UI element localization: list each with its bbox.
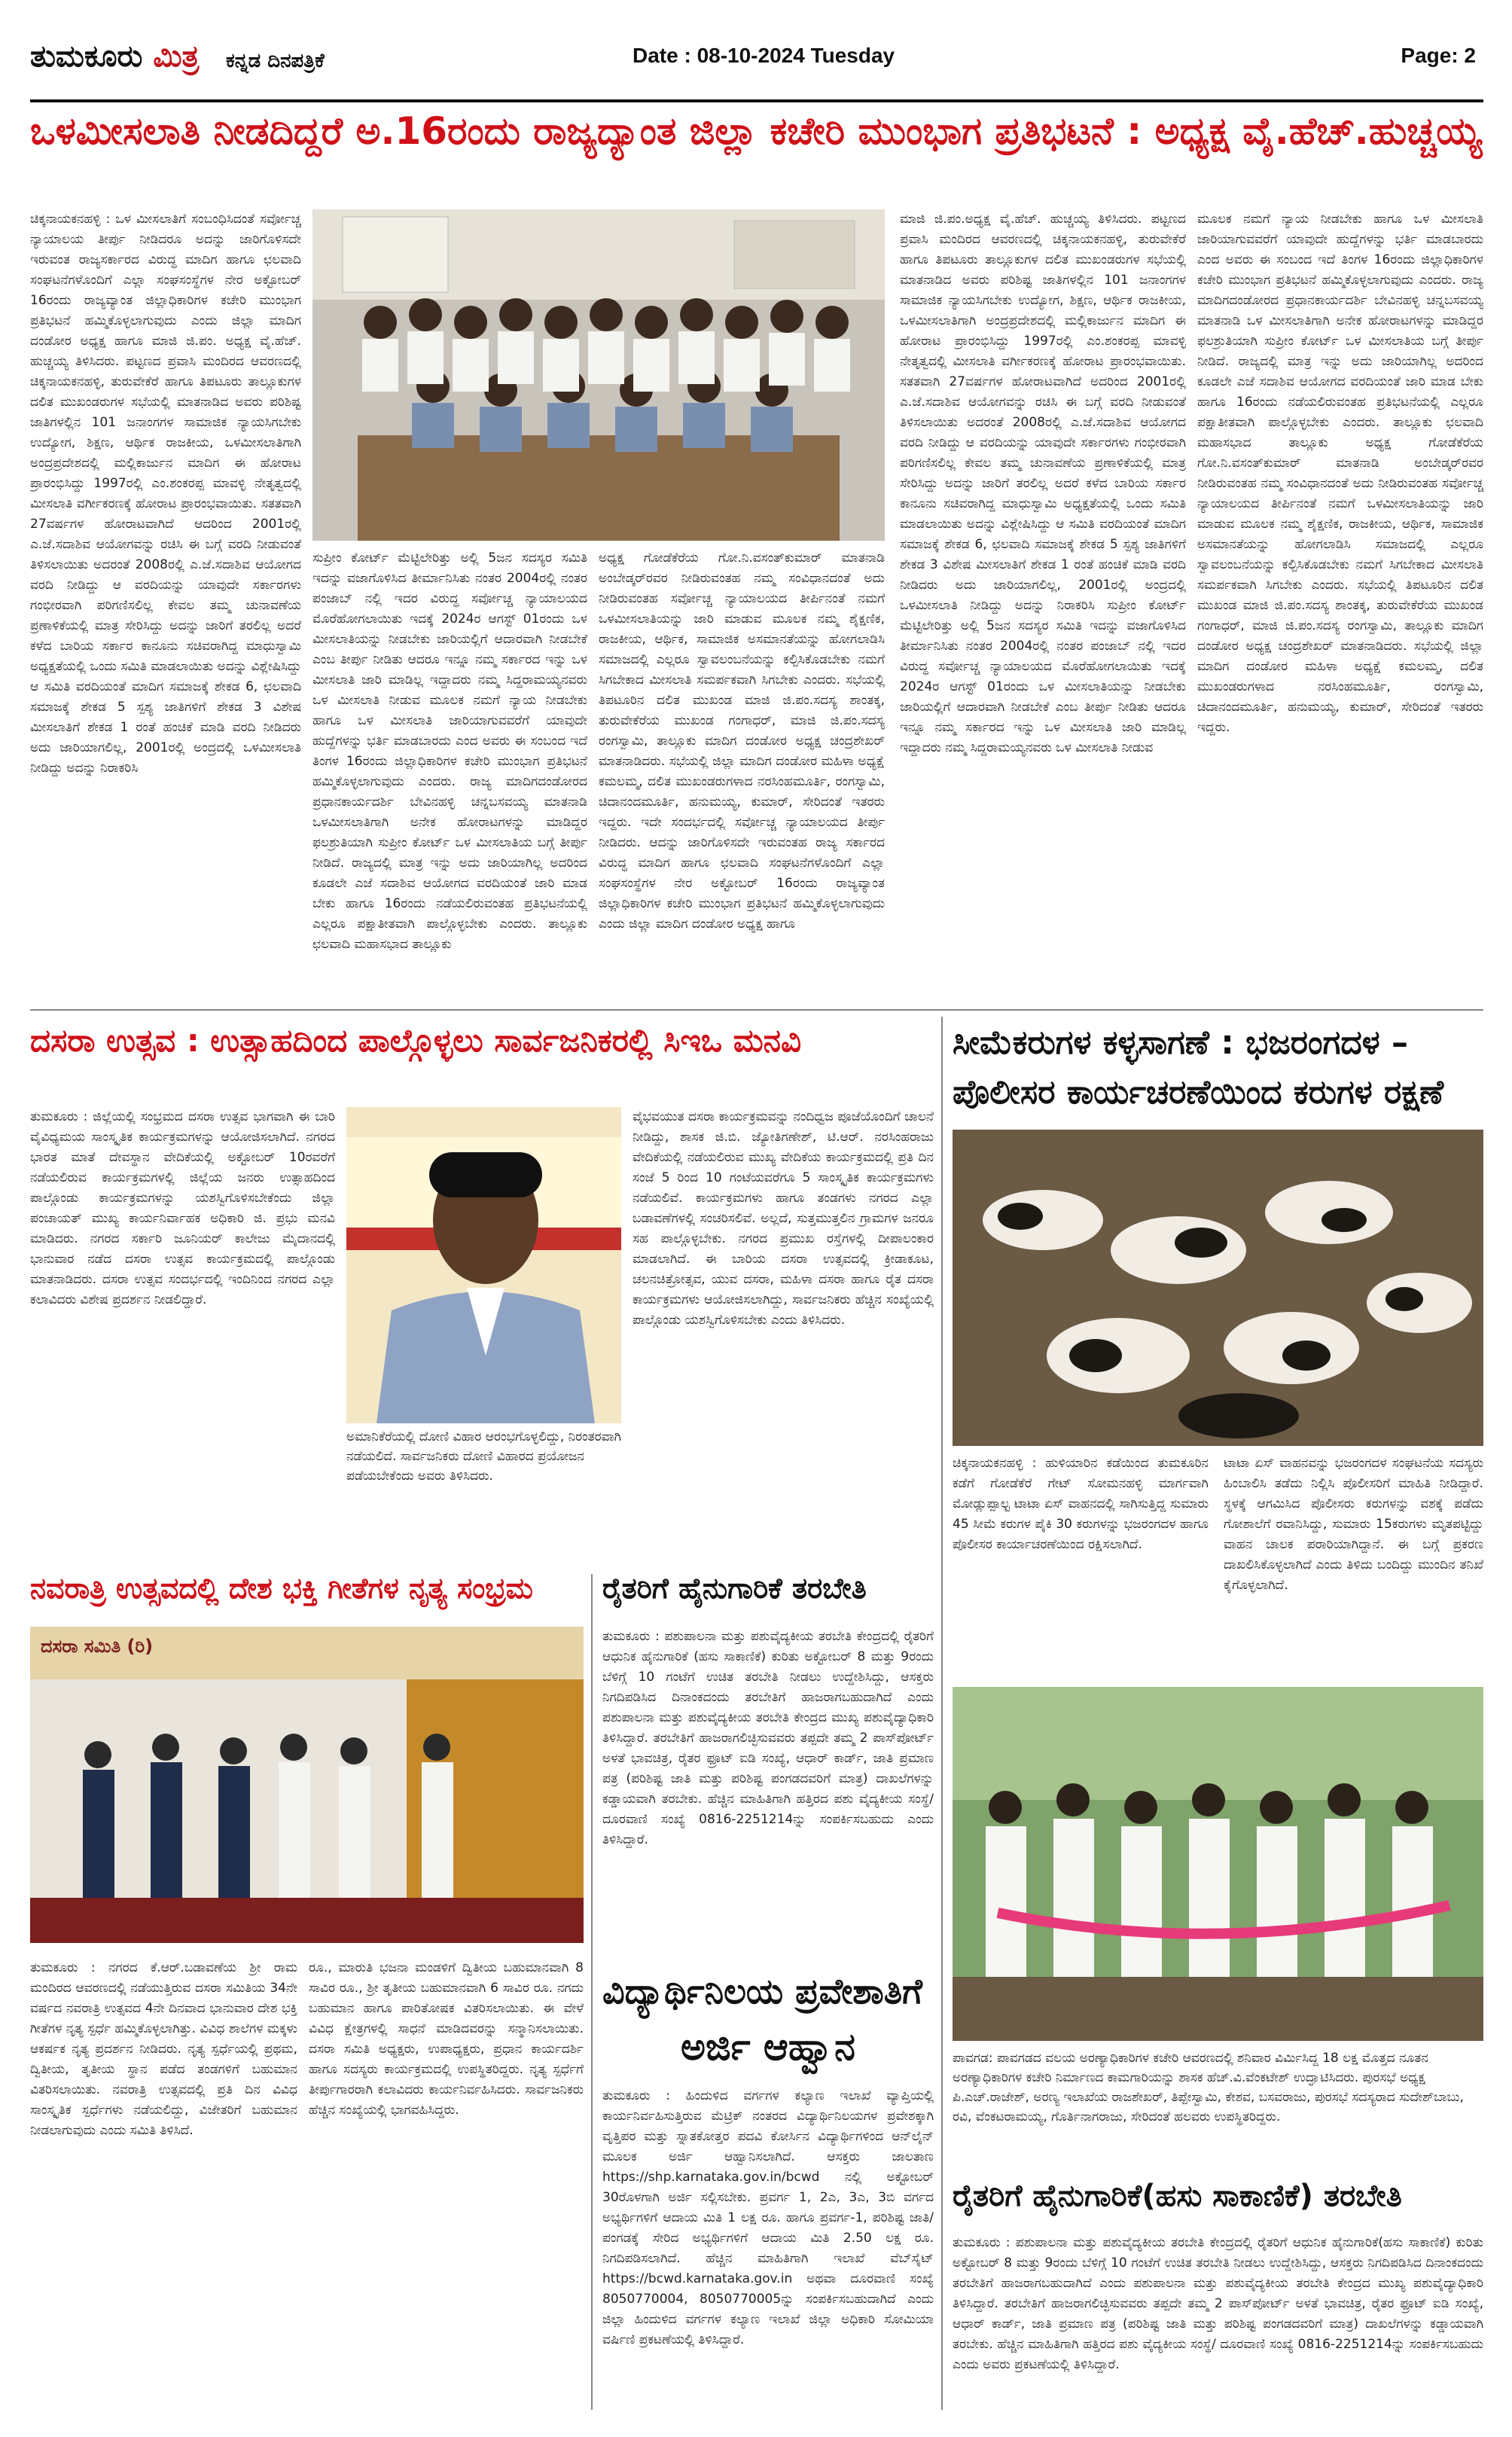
story1-column-5: ಮೂಲಕ ನಮಗೆ ನ್ಯಾಯ ನೀಡಬೇಕು ಹಾಗೂ ಒಳ ಮೀಸಲಾತಿ ಜಾರಿಯಾಗುವವರೆಗೆ ಯಾವುದೇ ಹುದ್ದೆಗಳನ್ನು ಭರ್ತಿ ಮಾಡಬಾರದು ಎಂದ ಅವರು ಈ ಸಂಬಂದ ಇದೆ ತಿಂಗಳ 16ರಂದು ಜಿಲ್ಲಾಧಿಕಾರಿಗಳ ಕಚೇರಿ ಮುಂಭಾಗ ಪ್ರತಿಭಟನೆ ಹಮ್ಮಿಕೊಳ್ಳಲಾಗುವುದು ಎಂದರು. ರಾಜ್ಯ ಮಾದಿಗದಂಡೋರದ ಪ್ರಧಾನಕಾರ್ಯದರ್ಶಿ ಬೇವಿನಹಳ್ಳಿ ಚನ್ನಬಸವಯ್ಯ ಮಾತನಾಡಿ ಒಳ ಮೀಸಲಾತಿಗಾಗಿ ಅನೇಕ ಹೋರಾಟಗಳನ್ನು ಮಾಡಿದ್ದರ ಫಲಶ್ರುತಿಯಾಗಿ ಸುಪ್ರೀಂ ಕೋರ್ಟ್ ಒಳ ಮೀಸಲಾತಿಯ ಬಗ್ಗೆ ತೀರ್ಪು ನೀಡಿದೆ. ರಾಜ್ಯದಲ್ಲಿ ಮಾತ್ರ ಇನ್ನು ಅದು ಜಾರಿಯಾಗಿಲ್ಲ ಅದರಿಂದ ಕೂಡಲೇ ಎಜೆ ಸದಾಶಿವ ಆಯೋಗದ ವರದಿಯಂತೆ ಜಾರಿ ಮಾಡ ಬೇಕು ಹಾಗೂ 16ರಂದು ನಡೆಯಲಿರುವಂತಹ ಪ್ರತಿಭಟನೆಯಲ್ಲಿ ಎಲ್ಲರೂ ಪಕ್ಷಾತೀತವಾಗಿ ಪಾಲ್ಗೊಳ್ಳಬೇಕು ಎಂದರು. ತಾಲ್ಲೂಕು ಛಲವಾದಿ ಮಹಾಸಭಾದ ತಾಲ್ಲೂಕು ಅಧ್ಯಕ್ಷ ಗೋಡೆಕೆರೆಯ ಗೋ.ನಿ.ವಸಂತ್‌ಕುಮಾರ್ ಮಾತನಾಡಿ ಅಂಬೇಡ್ಕರ್‌ರವರ ನೀಡಿರುವಂತಹ ನಮ್ಮ ಸಂವಿಧಾನದಂತೆ ಅದು ನೀಡಿರುವಂತಹ ಸರ್ವೋಚ್ಚ ನ್ಯಾಯಾಲಯದ ತೀರ್ಪಿನಂತೆ ನಮಗೆ ಒಳಮೀಸಲಾತಿಯನ್ನು ಜಾರಿ ಮಾಡುವ ಮೂಲಕ ನಮ್ಮ ಶೈಕ್ಷಣಿಕ, ರಾಜಕೀಯ, ಆರ್ಥಿಕ, ಸಾಮಾಜಿಕ ಅಸಮಾನತೆಯನ್ನು ಹೋಗಲಾಡಿಸಿ ಸಮಾಜದಲ್ಲಿ ಎಲ್ಲರೂ ಸ್ವಾವಲಂಬನೆಯನ್ನು ಕಲ್ಪಿಸಿಕೊಡಬೇಕು ನಮಗೆ ಸಿಗಬೇಕಾದ ಮೀಸಲಾತಿ ಸಮರ್ಪಕವಾಗಿ ಸಿಗಬೇಕು ಎಂದರು. ಸಭೆಯಲ್ಲಿ ತಿಪಟೂರಿನ ದಲಿತ ಮುಖಂಡ ಮಾಜಿ ಜಿ.ಪಂ.ಸದಸ್ಯ ಶಾಂತಕ್ಕ, ತುರುವೇಕೆರೆಯ ಮುಖಂಡ ಗಂಗಾಧರ್, ಮಾಜಿ ಜಿ.ಪಂ.ಸದಸ್ಯ ರಂಗಸ್ವಾಮಿ, ತಾಲ್ಲೂಕು ಮಾದಿಗ ದಂಡೋರ ಅಧ್ಯಕ್ಷ ಚಂದ್ರಶೇಖರ್ ಮಾತನಾಡಿದರು. ಸಭೆಯಲ್ಲಿ ಜಿಲ್ಲಾ ಮಾದಿಗ ದಂಡೋರ ಮಹಿಳಾ ಅಧ್ಯಕ್ಷೆ ಕಮಲಮ್ಮ, ದಲಿತ ಮುಖಂಡರುಗಳಾದ ನರಸಿಂಹಮೂರ್ತಿ, ರಂಗಸ್ವಾಮಿ, ಚಿದಾನಂದಮೂರ್ತಿ, ಹನುಮಯ್ಯ, ಕುಮಾರ್, ಸೇರಿದಂತೆ ಇತರರು ಇದ್ದರು. xyxy=(1197,212,1483,735)
story1-column-2: ಸುಪ್ರೀಂ ಕೋರ್ಟ್ ಮೆಟ್ಟಿಲೇರಿತ್ತು ಅಲ್ಲಿ 5ಜನ ಸದಸ್ಯರ ಸಮಿತಿ ಇದನ್ನು ವಜಾಗೊಳಿಸಿದ ತೀರ್ಮಾನಿಸಿತು ನಂತರ 2004ರಲ್ಲಿ ನಂತರ ಪಂಜಾಬ್ ನಲ್ಲಿ ಇದರ ವಿರುದ್ಧ ಸರ್ವೋಚ್ಚ ನ್ಯಾಯಾಲಯದ ಮೊರೆಹೋಗಲಾಯಿತು ಇದಕ್ಕೆ 2024ರ ಆಗಸ್ಟ್ 01ರಂದು ಒಳ ಮೀಸಲಾತಿಯನ್ನು ನೀಡಬೇಕು ಜಾರಿಯಲ್ಲಿಗೆ ಆದಾರವಾಗಿ ನೀಡಬೇಕೆ ಎಂಬ ತೀರ್ಪು ನೀಡಿತು ಆದರೂ ಇನ್ನೂ ನಮ್ಮ ಸರ್ಕಾರದ ಇನ್ನು ಒಳ ಮೀಸಲಾತಿ ಜಾರಿ ಮಾಡಿಲ್ಲ ಇದ್ದಾದರು ನಮ್ಮ ಸಿದ್ದರಾಮಯ್ಯನವರು ಒಳ ಮೀಸಲಾತಿ ನೀಡುವ ಮೂಲಕ ನಮಗೆ ನ್ಯಾಯ ನೀಡಬೇಕು ಹಾಗೂ ಒಳ ಮೀಸಲಾತಿ ಜಾರಿಯಾಗುವವರೆಗೆ ಯಾವುದೇ ಹುದ್ದೆಗಳನ್ನು ಭರ್ತಿ ಮಾಡಬಾರದು ಎಂದ ಅವರು ಈ ಸಂಬಂದ ಇದೆ ತಿಂಗಳ 16ರಂದು ಜಿಲ್ಲಾಧಿಕಾರಿಗಳ ಕಚೇರಿ ಮುಂಭಾಗ ಪ್ರತಿಭಟನೆ ಹಮ್ಮಿಕೊಳ್ಳಲಾಗುವುದು ಎಂದರು. ರಾಜ್ಯ ಮಾದಿಗದಂಡೋರದ ಪ್ರಧಾನಕಾರ್ಯದರ್ಶಿ ಬೇವಿನಹಳ್ಳಿ ಚನ್ನಬಸವಯ್ಯ ಮಾತನಾಡಿ ಒಳಮೀಸಲಾತಿಗಾಗಿ ಅನೇಕ ಹೋರಾಟಗಳನ್ನು ಮಾಡಿದ್ದರ ಫಲಶ್ರುತಿಯಾಗಿ ಸುಪ್ರೀಂ ಕೋರ್ಟ್ ಒಳ ಮೀಸಲಾತಿಯ ಬಗ್ಗೆ ತೀರ್ಪು ನೀಡಿದೆ. ರಾಜ್ಯದಲ್ಲಿ ಮಾತ್ರ ಇನ್ನು ಅದು ಜಾರಿಯಾಗಿಲ್ಲ ಅದರಿಂದ ಕೂಡಲೇ ಎಜೆ ಸದಾಶಿವ ಆಯೋಗದ ವರದಿಯಂತೆ ಜಾರಿ ಮಾಡ ಬೇಕು ಹಾಗೂ 16ರಂದು ನಡೆಯಲಿರುವಂತಹ ಪ್ರತಿಭಟನೆಯಲ್ಲಿ ಎಲ್ಲರೂ ಪಕ್ಷಾತೀತವಾಗಿ ಪಾಲ್ಗೊಳ್ಳಬೇಕು ಎಂದರು. ತಾಲ್ಲೂಕು ಛಲವಾದಿ ಮಹಾಸಭಾದ ತಾಲ್ಲೂಕು xyxy=(312,551,587,952)
story1-group-photo xyxy=(312,209,885,541)
story5-headline: ರೈತರಿಗೆ ಹೈನುಗಾರಿಕೆ ತರಬೇತಿ xyxy=(602,1574,867,1605)
story2-column-1: ತುಮಕೂರು : ಜಿಲ್ಲೆಯಲ್ಲಿ ಸಂಭ್ರಮದ ದಸರಾ ಉತ್ಸವ ಭಾಗವಾಗಿ ಈ ಬಾರಿ ವೈವಿಧ್ಯಮಯ ಸಾಂಸ್ಕೃತಿಕ ಕಾರ್ಯಕ್ರಮಗಳನ್ನು ಆಯೋಜಿಸಲಾಗಿದೆ. ನಗರದ ಭಾರತ ಮಾತೆ ದೇವಸ್ಥಾನ ವೇದಿಕೆಯಲ್ಲಿ ಅಕ್ಟೋಬರ್ 10ರವರೆಗೆ ನಡೆಯಲಿರುವ ಕಾರ್ಯಕ್ರಮಗಳಲ್ಲಿ ಜಿಲ್ಲೆಯ ಜನರು ಉತ್ಸಾಹದಿಂದ ಪಾಲ್ಗೊಂಡು ಕಾರ್ಯಕ್ರಮಗಳನ್ನು ಯಶಸ್ವಿಗೊಳಿಸಬೇಕೆಂದು ಜಿಲ್ಲಾ ಪಂಚಾಯತ್ ಮುಖ್ಯ ಕಾರ್ಯನಿರ್ವಾಹಕ ಅಧಿಕಾರಿ ಜಿ. ಪ್ರಭು ಮನವಿ ಮಾಡಿದರು. ನಗರದ ಸರ್ಕಾರಿ ಜೂನಿಯರ್ ಕಾಲೇಜು ಮೈದಾನದಲ್ಲಿ ಭಾನುವಾರ ನಡೆದ ದಸರಾ ಉತ್ಸವ ಕಾರ್ಯಕ್ರಮದಲ್ಲಿ ಪಾಲ್ಗೊಂಡು ಮಾತನಾಡಿದರು. ದಸರಾ ಉತ್ಸವ ಸಂದರ್ಭದಲ್ಲಿ ಇಂದಿನಿಂದ ನಗರದ ಎಲ್ಲಾ ಕಲಾವಿದರು ವಿಶೇಷ ಪ್ರದರ್ಶನ ನೀಡಲಿದ್ದಾರೆ. xyxy=(30,1109,335,1307)
masthead xyxy=(30,30,1483,105)
column-divider xyxy=(591,1574,593,2410)
story6-headline-line2: ಅರ್ಜಿ ಆಹ್ವಾನ xyxy=(681,2027,855,2069)
story4-headline: ನವರಾತ್ರಿ ಉತ್ಸವದಲ್ಲಿ ದೇಶ ಭಕ್ತಿ ಗೀತೆಗಳ ನೃತ್ಯ ಸಂಭ್ರಮ xyxy=(30,1574,533,1605)
story2-photo-caption: ಅಮಾನಿಕೆರೆಯಲ್ಲಿ ದೋಣಿ ವಿಹಾರ ಆರಂಭಗೊಳ್ಳಲಿದ್ದು, ನಿರಂತರವಾಗಿ ನಡೆಯಲಿದೆ. ಸಾರ್ವಜನಿಕರು ದೋಣಿ ವಿಹಾರದ ಪ್ರಯೋಜನ ಪಡೆಯಬೇಕೆಂದು ಅವರು ತಿಳಿಸಿದರು. xyxy=(346,1429,621,1484)
story4-banner-text: ದಸರಾ ಸಮಿತಿ (ರಿ) xyxy=(41,1636,154,1657)
story4-column-2: ರೂ., ಮಾರುತಿ ಭಜನಾ ಮಂಡಳಿಗೆ ದ್ವಿತೀಯ ಬಹುಮಾನವಾಗಿ 8 ಸಾವಿರ ರೂ., ಶ್ರೀ ತೃತೀಯ ಬಹುಮಾನವಾಗಿ 6 ಸಾವಿರ ರೂ. ನಗದು ಬಹುಮಾನ ಹಾಗೂ ಪಾರಿತೋಷಕ ವಿತರಿಸಲಾಯಿತು. ಈ ವೇಳೆ ವಿವಿಧ ಕ್ಷೇತ್ರಗಳಲ್ಲಿ ಸಾಧನೆ ಮಾಡಿದವರನ್ನು ಸನ್ಮಾನಿಸಲಾಯಿತು. ದಸರಾ ಸಮಿತಿ ಅಧ್ಯಕ್ಷರು, ಉಪಾಧ್ಯಕ್ಷರು, ಪ್ರಧಾನ ಕಾರ್ಯದರ್ಶಿ ಹಾಗೂ ಸದಸ್ಯರು ಕಾರ್ಯಕ್ರಮದಲ್ಲಿ ಉಪಸ್ಥಿತರಿದ್ದರು. ನೃತ್ಯ ಸ್ಪರ್ಧೆಗೆ ತೀರ್ಪುಗಾರರಾಗಿ ಕಲಾವಿದರು ಕಾರ್ಯನಿರ್ವಹಿಸಿದರು. ಸಾರ್ವಜನಿಕರು ಹೆಚ್ಚಿನ ಸಂಖ್ಯೆಯಲ್ಲಿ ಭಾಗವಹಿಸಿದ್ದರು. xyxy=(309,1960,584,2118)
story8-headline: ರೈತರಿಗೆ ಹೈನುಗಾರಿಕೆ(ಹಸು ಸಾಕಾಣಿಕೆ) ತರಬೇತಿ xyxy=(953,2180,1402,2213)
story3-headline-line1: ಸೀಮೆಕರುಗಳ ಕಳ್ಳಸಾಗಣೆ : ಭಜರಂಗದಳ – xyxy=(953,1026,1408,1062)
story6-body: ತುಮಕೂರು : ಹಿಂದುಳಿದ ವರ್ಗಗಳ ಕಲ್ಯಾಣ ಇಲಾಖೆ ವ್ಯಾಪ್ತಿಯಲ್ಲಿ ಕಾರ್ಯನಿರ್ವಹಿಸುತ್ತಿರುವ ಮೆಟ್ರಿಕ್ ನಂತರದ ವಿದ್ಯಾರ್ಥಿನಿಲಯಗಳ ಪ್ರವೇಶಕ್ಕಾಗಿ ವೃತ್ತಿಪರ ಮತ್ತು ಸ್ನಾತಕೋತ್ತರ ಪದವಿ ಕೋರ್ಸಿನ ವಿದ್ಯಾರ್ಥಿಗಳಿಂದ ಆನ್‌ಲೈನ್ ಮೂಲಕ ಅರ್ಜಿ ಆಹ್ವಾನಿಸಲಾಗಿದೆ. ಆಸಕ್ತರು ಜಾಲತಾಣ https://shp.karnataka.gov.in/bcwd ನಲ್ಲಿ ಅಕ್ಟೋಬರ್ 30ರೊಳಗಾಗಿ ಅರ್ಜಿ ಸಲ್ಲಿಸಬೇಕು. ಪ್ರವರ್ಗ 1, 2ಎ, 3ಎ, 3ಬಿ ವರ್ಗದ ಅಭ್ಯರ್ಥಿಗಳಿಗೆ ಆದಾಯ ಮಿತಿ 1 ಲಕ್ಷ ರೂ. ಹಾಗೂ ಪ್ರವರ್ಗ-1, ಪರಿಶಿಷ್ಟ ಜಾತಿ/ಪಂಗಡಕ್ಕೆ ಸೇರಿದ ಅಭ್ಯರ್ಥಿಗಳಿಗೆ ಆದಾಯ ಮಿತಿ 2.50 ಲಕ್ಷ ರೂ. ನಿಗದಿಪಡಿಸಲಾಗಿದೆ. ಹೆಚ್ಚಿನ ಮಾಹಿತಿಗಾಗಿ ಇಲಾಖೆ ವೆಬ್‌ಸೈಟ್ https://bcwd.karnataka.gov.in ಅಥವಾ ದೂರವಾಣಿ ಸಂಖ್ಯೆ 8050770004, 8050770005ನ್ನು ಸಂಪರ್ಕಿಸಬಹುದಾಗಿದೆ ಎಂದು ಜಿಲ್ಲಾ ಹಿಂದುಳಿದ ವರ್ಗಗಳ ಕಲ್ಯಾಣ ಇಲಾಖೆ ಜಿಲ್ಲಾ ಅಧಿಕಾರಿ ಸೋಮಿಯಾ ವರ್ಷಿಣಿ ಪ್ರಕಟಣೆಯಲ್ಲಿ ತಿಳಿಸಿದ್ದಾರೆ. xyxy=(602,2088,934,2347)
story3-column-2: ಟಾಟಾ ಏಸ್ ವಾಹನವನ್ನು ಭಜರಂಗದಳ ಸಂಘಟನೆಯ ಸದಸ್ಯರು ಹಿಂಬಾಲಿಸಿ ತಡೆದು ನಿಲ್ಲಿಸಿ ಪೊಲೀಸರಿಗೆ ಮಾಹಿತಿ ನೀಡಿದ್ದಾರೆ. ಸ್ಥಳಕ್ಕೆ ಆಗಮಿಸಿದ ಪೊಲೀಸರು ಕರುಗಳನ್ನು ವಶಕ್ಕೆ ಪಡೆದು ಗೋಶಾಲೆಗೆ ರವಾನಿಸಿದ್ದು, ಸುಮಾರು 15ಕರುಗಳು ಮೃತಪಟ್ಟಿದ್ದು ವಾಹನ ಚಾಲಕ ಪರಾರಿಯಾಗಿದ್ದಾನೆ. ಈ ಬಗ್ಗೆ ಪ್ರಕರಣ ದಾಖಲಿಸಿಕೊಳ್ಳಲಾಗಿದೆ ಎಂದು ತಿಳಿದು ಬಂದಿದ್ದು ಮುಂದಿನ ತನಿಖೆ ಕೈಗೊಳ್ಳಲಾಗಿದೆ. xyxy=(1224,1456,1483,1593)
story6-headline-line1: ವಿದ್ಯಾರ್ಥಿನಿಲಯ ಪ್ರವೇಶಾತಿಗೆ xyxy=(602,1973,922,2012)
story3-calves-photo xyxy=(953,1130,1483,1446)
brand-tagline: ಕನ್ನಡ ದಿನಪತ್ರಿಕೆ xyxy=(226,50,325,72)
section-divider xyxy=(30,1009,1483,1011)
story5-body: ತುಮಕೂರು : ಪಶುಪಾಲನಾ ಮತ್ತು ಪಶುವೈದ್ಯಕೀಯ ತರಬೇತಿ ಕೇಂದ್ರದಲ್ಲಿ ರೈತರಿಗೆ ಆಧುನಿಕ ಹೈನುಗಾರಿಕೆ (ಹಸು ಸಾಕಾಣಿಕೆ) ಕುರಿತು ಅಕ್ಟೋಬರ್ 8 ಮತ್ತು 9ರಂದು ಬೆಳಿಗ್ಗೆ 10 ಗಂಟೆಗೆ ಉಚಿತ ತರಬೇತಿ ನೀಡಲು ಉದ್ದೇಶಿಸಿದ್ದು, ಆಸಕ್ತರು ನಿಗದಿಪಡಿಸಿದ ದಿನಾಂಕದಂದು ತರಬೇತಿಗೆ ಹಾಜರಾಗಬಹುದಾಗಿದೆ ಎಂದು ಪಶುಪಾಲನಾ ಮತ್ತು ಪಶುವೈದ್ಯಕೀಯ ತರಬೇತಿ ಕೇಂದ್ರದ ಮುಖ್ಯ ಪಶುವೈದ್ಯಾಧಿಕಾರಿ ತಿಳಿಸಿದ್ದಾರೆ. ತರಬೇತಿಗೆ ಹಾಜರಾಗಲಿಚ್ಛಿಸುವವರು ತಪ್ಪದೇ ತಮ್ಮ 2 ಪಾಸ್‌ಪೋರ್ಟ್ ಅಳತೆ ಭಾವಚಿತ್ರ, ರೈತರ ಫ್ರೂಟ್ ಐಡಿ ಸಂಖ್ಯೆ, ಆಧಾರ್ ಕಾರ್ಡ್, ಜಾತಿ ಪ್ರಮಾಣ ಪತ್ರ (ಪರಿಶಿಷ್ಟ ಜಾತಿ ಮತ್ತು ಪರಿಶಿಷ್ಟ ಪಂಗಡದವರಿಗೆ ಮಾತ್ರ) ದಾಖಲೆಗಳನ್ನು ಕಡ್ಡಾಯವಾಗಿ ತರಬೇಕು. ಹೆಚ್ಚಿನ ಮಾಹಿತಿಗಾಗಿ ಹತ್ತಿರದ ಪಶು ವೈದ್ಯಕೀಯ ಸಂಸ್ಥೆ/ ದೂರವಾಣಿ ಸಂಖ್ಯೆ 0816-2251214ನ್ನು ಸಂಪರ್ಕಿಸಬಹುದು ಎಂದು ತಿಳಿಸಿದ್ದಾರೆ. xyxy=(602,1629,934,1847)
story4-column-1: ತುಮಕೂರು : ನಗರದ ಕೆ.ಆರ್.ಬಡಾವಣೆಯ ಶ್ರೀ ರಾಮ ಮಂದಿರದ ಆವರಣದಲ್ಲಿ ನಡೆಯುತ್ತಿರುವ ದಸರಾ ಸಮಿತಿಯ 34ನೇ ವರ್ಷದ ನವರಾತ್ರಿ ಉತ್ಸವದ 4ನೇ ದಿನವಾದ ಭಾನುವಾರ ದೇಶ ಭಕ್ತಿ ಗೀತೆಗಳ ನೃತ್ಯ ಸ್ಪರ್ಧೆ ಹಮ್ಮಿಕೊಳ್ಳಲಾಗಿತ್ತು. ವಿವಿಧ ಶಾಲೆಗಳ ಮಕ್ಕಳು ಆಕರ್ಷಕ ನೃತ್ಯ ಪ್ರದರ್ಶನ ನೀಡಿದರು. ನೃತ್ಯ ಸ್ಪರ್ಧೆಯಲ್ಲಿ ಪ್ರಥಮ, ದ್ವಿತೀಯ, ತೃತೀಯ ಸ್ಥಾನ ಪಡೆದ ತಂಡಗಳಿಗೆ ಬಹುಮಾನ ವಿತರಿಸಲಾಯಿತು. ನವರಾತ್ರಿ ಉತ್ಸವದಲ್ಲಿ ಪ್ರತಿ ದಿನ ವಿವಿಧ ಸಾಂಸ್ಕೃತಿಕ ಸ್ಪರ್ಧೆಗಳು ನಡೆಯಲಿದ್ದು, ವಿಜೇತರಿಗೆ ಬಹುಮಾನ ನೀಡಲಾಗುವುದು ಎಂದು ಸಮಿತಿ ತಿಳಿಸಿದೆ. xyxy=(30,1960,297,2138)
story1-column-3: ಅಧ್ಯಕ್ಷ ಗೋಡೆಕೆರೆಯ ಗೋ.ನಿ.ವಸಂತ್‌ಕುಮಾರ್ ಮಾತನಾಡಿ ಅಂಬೇಡ್ಕರ್‌ರವರ ನೀಡಿರುವಂತಹ ನಮ್ಮ ಸಂವಿಧಾನದಂತೆ ಅದು ನೀಡಿರುವಂತಹ ಸರ್ವೋಚ್ಚ ನ್ಯಾಯಾಲಯದ ತೀರ್ಪಿನಂತೆ ನಮಗೆ ಒಳಮೀಸಲಾತಿಯನ್ನು ಜಾರಿ ಮಾಡುವ ಮೂಲಕ ನಮ್ಮ ಶೈಕ್ಷಣಿಕ, ರಾಜಕೀಯ, ಆರ್ಥಿಕ, ಸಾಮಾಜಿಕ ಅಸಮಾನತೆಯನ್ನು ಹೋಗಲಾಡಿಸಿ ಸಮಾಜದಲ್ಲಿ ಎಲ್ಲರೂ ಸ್ವಾವಲಂಬನೆಯನ್ನು ಕಲ್ಪಿಸಿಕೊಡಬೇಕು ನಮಗೆ ಸಿಗಬೇಕಾದ ಮೀಸಲಾತಿ ಸಮರ್ಪಕವಾಗಿ ಸಿಗಬೇಕು ಎಂದರು. ಸಭೆಯಲ್ಲಿ ತಿಪಟೂರಿನ ದಲಿತ ಮುಖಂಡ ಮಾಜಿ ಜಿ.ಪಂ.ಸದಸ್ಯ ಶಾಂತಕ್ಕ, ತುರುವೇಕೆರೆಯ ಮುಖಂಡ ಗಂಗಾಧರ್, ಮಾಜಿ ಜಿ.ಪಂ.ಸದಸ್ಯ ರಂಗಸ್ವಾಮಿ, ತಾಲ್ಲೂಕು ಮಾದಿಗ ದಂಡೋರ ಅಧ್ಯಕ್ಷ ಚಂದ್ರಶೇಖರ್ ಮಾತನಾಡಿದರು. ಸಭೆಯಲ್ಲಿ ಜಿಲ್ಲಾ ಮಾದಿಗ ದಂಡೋರ ಮಹಿಳಾ ಅಧ್ಯಕ್ಷೆ ಕಮಲಮ್ಮ, ದಲಿತ ಮುಖಂಡರುಗಳಾದ ನರಸಿಂಹಮೂರ್ತಿ, ರಂಗಸ್ವಾಮಿ, ಚಿದಾನಂದಮೂರ್ತಿ, ಹನುಮಯ್ಯ, ಕುಮಾರ್, ಸೇರಿದಂತೆ ಇತರರು ಇದ್ದರು. ಇದೇ ಸಂದರ್ಭದಲ್ಲಿ ಸರ್ವೋಚ್ಚ ನ್ಯಾಯಾಲಯದ ತೀರ್ಪು ನೀಡಿದರು. ಆದನ್ನು ಜಾರಿಗೊಳಿಸದೇ ಇರುವಂತಹ ರಾಜ್ಯ ಸರ್ಕಾರದ ವಿರುದ್ಧ ಮಾದಿಗ ಹಾಗೂ ಛಲವಾದಿ ಸಂಘಟನೆಗಳೊಂದಿಗೆ ಎಲ್ಲಾ ಸಂಘಸಂಸ್ಥೆಗಳ ನೇರ ಅಕ್ಟೋಬರ್ 16ರಂದು ರಾಜ್ಯವ್ಯಾಂತ ಜಿಲ್ಲಾಧಿಕಾರಿಗಳ ಕಚೇರಿ ಮುಂಭಾಗ ಪ್ರತಿಭಟನೆ ಹಮ್ಮಿಕೊಳ್ಳಲಾಗುವುದು ಎಂದು ಜಿಲ್ಲಾ ಮಾದಿಗ ದಂಡೋರ ಅಧ್ಯಕ್ಷ ಹಾಗೂ xyxy=(599,551,885,932)
story1-column-4: ಮಾಜಿ ಜಿ.ಪಂ.ಅಧ್ಯಕ್ಷ ವೈ.ಹೆಚ್. ಹುಚ್ಚಯ್ಯ ತಿಳಿಸಿದರು. ಪಟ್ಟಣದ ಪ್ರವಾಸಿ ಮಂದಿರದ ಆವರಣದಲ್ಲಿ ಚಿಕ್ಕನಾಯಕನಹಳ್ಳಿ, ತುರುವೇಕೆರೆ ಹಾಗೂ ತಿಪಟೂರು ತಾಲ್ಲೂಕುಗಳ ದಲಿತ ಮುಖಂಡರುಗಳ ಸಭೆಯಲ್ಲಿ ಮಾತನಾಡಿದ ಅವರು ಪರಿಶಿಷ್ಟ ಜಾತಿಗಳಲ್ಲಿನ 101 ಜನಾಂಗಗಳ ಸಾಮಾಜಿಕ ನ್ಯಾಯಸಿಗಬೇಕು ಉದ್ಯೋಗ, ಶಿಕ್ಷಣ, ಆರ್ಥಿಕ ರಾಜಕೀಯ, ಒಳಮೀಸಲಾತಿಗಾಗಿ ಅಂದ್ರಪ್ರದೇಶದಲ್ಲಿ ಮಲ್ಲಿಕಾರ್ಜುನ ಮಾದಿಗ ಈ ಹೋರಾಟ ಪ್ರಾರಂಭಿಸಿದ್ದು 1997ರಲ್ಲಿ ಎಂ.ಶಂಕರಪ್ಪ ಮಾವಳ್ಳಿ ನೇತೃತ್ವದಲ್ಲಿ ಮೀಸಲಾತಿ ವರ್ಗೀಕರಣಕ್ಕೆ ಹೋರಾಟ ಪ್ರಾರಂಭವಾಯಿತು. ಸತತವಾಗಿ 27ವರ್ಷಗಳ ಹೋರಾಟವಾಗಿದೆ ಅದರಿಂದ 2001ರಲ್ಲಿ ಎ.ಜೆ.ಸದಾಶಿವ ಆಯೋಗವನ್ನು ರಚಿಸಿ ಈ ಬಗ್ಗೆ ವರದಿ ನೀಡುವಂತೆ ತಿಳಿಸಲಾಯಿತು ಅದರಂತೆ 2008ರಲ್ಲಿ ಎ.ಜೆ.ಸದಾಶಿವ ಆಯೋಗದ ವರದಿ ನೀಡಿದ್ದು ಆ ವರದಿಯನ್ನು ಯಾವುದೇ ಸರ್ಕಾರಗಳು ಗಂಭೀರವಾಗಿ ಪರಿಗಣಿಸಲಿಲ್ಲ ಕೇವಲ ತಮ್ಮ ಚುನಾವಣೆಯ ಪ್ರಣಾಳಿಕೆಯಲ್ಲಿ ಮಾತ್ರ ಸೇರಿಸಿದ್ದು ಅದನ್ನು ಜಾರಿಗೆ ತರಲಿಲ್ಲ ಅದರೆ ಕಳೆದ ಬಾರಿಯ ಸರ್ಕಾರ ಕಾನೂನು ಸಚಿವರಾಗಿದ್ದ ಮಾಧುಸ್ವಾಮಿ ಅಧ್ಯಕ್ಷತೆಯಲ್ಲಿ ಒಂದು ಸಮಿತಿ ಮಾಡಲಾಯಿತು ಅದನ್ನು ವಿಶ್ಲೇಷಿಸಿದ್ದು ಆ ಸಮಿತಿ ವರದಿಯಂತೆ ಮಾದಿಗ ಸಮಾಜಕ್ಕೆ ಶೇಕಡ 6, ಛಲವಾದಿ ಸಮಾಜಕ್ಕೆ ಶೇಕಡ 5 ಸ್ಪಶ್ಯ ಜಾತಿಗಳಿಗೆ ಶೇಕಡ 3 ವಿಶೇಷ ಮೀಸಲಾತಿಗೆ ಶೇಕಡ 1 ರಂತೆ ಹಂಚಿಕೆ ಮಾಡಿ ವರದಿ ನೀಡಿದರು ಅದು ಜಾರಿಯಾಗಲಿಲ್ಲ, 2001ರಲ್ಲಿ ಅಂದ್ರದಲ್ಲಿ ಒಳಮೀಸಲಾತಿ ನೀಡಿದ್ದು ಅದನ್ನು ನಿರಾಕರಿಸಿ ಸುಪ್ರೀಂ ಕೋರ್ಟ್ ಮೆಟ್ಟಿಲೇರಿತ್ತು ಅಲ್ಲಿ 5ಜನ ಸದಸ್ಯರ ಸಮಿತಿ ಇದನ್ನು ವಜಾಗೊಳಿಸಿದ ತೀರ್ಮಾನಿಸಿತು ನಂತರ 2004ರಲ್ಲಿ ನಂತರ ಪಂಜಾಬ್ ನಲ್ಲಿ ಇದರ ವಿರುದ್ಧ ಸರ್ವೋಚ್ಚ ನ್ಯಾಯಾಲಯದ ಮೊರೆಹೋಗಲಾಯಿತು ಇದಕ್ಕೆ 2024ರ ಆಗಸ್ಟ್ 01ರಂದು ಒಳ ಮೀಸಲಾತಿಯನ್ನು ನೀಡಬೇಕು ಜಾರಿಯಲ್ಲಿಗೆ ಆದಾರವಾಗಿ ನೀಡಬೇಕೆ ಎಂಬ ತೀರ್ಪು ನೀಡಿತು ಆದರೂ ಇನ್ನೂ ನಮ್ಮ ಸರ್ಕಾರದ ಇನ್ನು ಒಳ ಮೀಸಲಾತಿ ಜಾರಿ ಮಾಡಿಲ್ಲ ಇದ್ದಾದರು ನಮ್ಮ ಸಿದ್ದರಾಮಯ್ಯನವರು ಒಳ ಮೀಸಲಾತಿ ನೀಡುವ xyxy=(900,212,1186,755)
issue-date: Date : 08-10-2024 Tuesday xyxy=(633,44,895,67)
story1-headline: ಒಳಮೀಸಲಾತಿ ನೀಡದಿದ್ದರೆ ಅ.16ರಂದು ರಾಜ್ಯದ್ಯಾಂತ ಜಿಲ್ಲಾ ಕಚೇರಿ ಮುಂಭಾಗ ಪ್ರತಿಭಟನೆ : ಅಧ್ಯಕ್ಷ ವೈ.ಹೆಚ್.ಹುಚ್ಚಯ್ಯ xyxy=(30,111,1482,153)
newspaper-brand: ತುಮಕೂರು ಮಿತ್ರ xyxy=(30,39,200,74)
story3-column-1: ಚಿಕ್ಕನಾಯಕನಹಳ್ಳಿ : ಹುಳಿಯಾರಿನ ಕಡೆಯಿಂದ ತುಮಕೂರಿನ ಕಡೆಗೆ ಗೋಡೆಕೆರೆ ಗೇಟ್ ಸೋಮನಹಳ್ಳಿ ಮಾರ್ಗವಾಗಿ ಮೋಡ್ಲುಪ್ಪಾಲ್ಟ ಟಾಟಾ ಏಸ್ ವಾಹನದಲ್ಲಿ ಸಾಗಿಸುತ್ತಿದ್ದ ಸುಮಾರು 45 ಸೀಮೆ ಕರುಗಳ ಪೈಕಿ 30 ಕರುಗಳನ್ನು ಭಜರಂಗದಳ ಹಾಗೂ ಪೊಲೀಸರ ಕಾರ್ಯಾಚರಣೆಯಿಂದ ರಕ್ಷಿಸಲಾಗಿದೆ. xyxy=(953,1456,1209,1552)
story7-inauguration-photo xyxy=(953,1687,1483,2041)
story2-column-3: ವೈಭವಯುತ ದಸರಾ ಕಾರ್ಯಕ್ರಮವನ್ನು ನಂದಿಧ್ವಜ ಪೂಜೆಯೊಂದಿಗೆ ಚಾಲನೆ ನೀಡಿದ್ದು, ಶಾಸಕ ಜಿ.ಬಿ. ಜ್ಯೋತಿಗಣೇಶ್, ಟಿ.ಆರ್. ನರಸಿಂಹರಾಜು ವೇದಿಕೆಯಲ್ಲಿ ನಡೆಯಲಿರುವ ಮುಖ್ಯ ವೇದಿಕೆಯ ಕಾರ್ಯಕ್ರಮದಲ್ಲಿ ಪ್ರತಿ ದಿನ ಸಂಜೆ 5 ರಿಂದ 10 ಗಂಟೆಯವರೆಗೂ 5 ಸಾಂಸ್ಕೃತಿಕ ಕಾರ್ಯಕ್ರಮಗಳು ನಡೆಯಲಿವೆ. ಕಾರ್ಯಕ್ರಮಗಳು ಹಾಗೂ ತಂಡಗಳು ನಗರದ ಎಲ್ಲಾ ಬಡಾವಣೆಗಳಲ್ಲಿ ಸಂಚರಿಸಲಿವೆ. ಅಲ್ಲದೆ, ಸುತ್ತಮುತ್ತಲಿನ ಗ್ರಾಮಗಳ ಜನರೂ ಸಹ ಪಾಲ್ಗೊಳ್ಳಬೇಕು. ನಗರದ ಪ್ರಮುಖ ರಸ್ತೆಗಳಲ್ಲಿ ದೀಪಾಲಂಕಾರ ಮಾಡಲಾಗಿದೆ. ಈ ಬಾರಿಯ ದಸರಾ ಉತ್ಸವದಲ್ಲಿ ಕ್ರೀಡಾಕೂಟ, ಚಲನಚಿತ್ರೋತ್ಸವ, ಯುವ ದಸರಾ, ಮಹಿಳಾ ದಸರಾ ಹಾಗೂ ರೈತ ದಸರಾ ಕಾರ್ಯಕ್ರಮಗಳು ಆಯೋಜಿಸಲಾಗಿದ್ದು, ಸಾರ್ವಜನಿಕರು ಹೆಚ್ಚಿನ ಸಂಖ್ಯೆಯಲ್ಲಿ ಪಾಲ್ಗೊಂಡು ಯಶಸ್ವಿಗೊಳಿಸಬೇಕು ಎಂದು ತಿಳಿಸಿದರು. xyxy=(633,1109,934,1328)
masthead-rule xyxy=(30,99,1483,102)
column-divider xyxy=(941,1017,943,2410)
story8-body: ತುಮಕೂರು : ಪಶುಪಾಲನಾ ಮತ್ತು ಪಶುವೈದ್ಯಕೀಯ ತರಬೇತಿ ಕೇಂದ್ರದಲ್ಲಿ ರೈತರಿಗೆ ಆಧುನಿಕ ಹೈನುಗಾರಿಕೆ(ಹಸು ಸಾಕಾಣಿಕೆ) ಕುರಿತು ಅಕ್ಟೋಬರ್ 8 ಮತ್ತು 9ರಂದು ಬೆಳಿಗ್ಗೆ 10 ಗಂಟೆಗೆ ಉಚಿತ ತರಬೇತಿ ನೀಡಲು ಉದ್ದೇಶಿಸಿದ್ದು, ಆಸಕ್ತರು ನಿಗದಿಪಡಿಸಿದ ದಿನಾಂಕದಂದು ತರಬೇತಿಗೆ ಹಾಜರಾಗಬಹುದಾಗಿದೆ ಎಂದು ಪಶುಪಾಲನಾ ಮತ್ತು ಪಶುವೈದ್ಯಕೀಯ ತರಬೇತಿ ಕೇಂದ್ರದ ಮುಖ್ಯ ಪಶುವೈದ್ಯಾಧಿಕಾರಿ ತಿಳಿಸಿದ್ದಾರೆ. ತರಬೇತಿಗೆ ಹಾಜರಾಗಲಿಚ್ಛಿಸುವವರು ತಪ್ಪದೇ ತಮ್ಮ 2 ಪಾಸ್‌ಪೋರ್ಟ್ ಅಳತೆ ಭಾವಚಿತ್ರ, ರೈತರ ಫ್ರೂಟ್ ಐಡಿ ಸಂಖ್ಯೆ, ಆಧಾರ್ ಕಾರ್ಡ್, ಜಾತಿ ಪ್ರಮಾಣ ಪತ್ರ (ಪರಿಶಿಷ್ಟ ಜಾತಿ ಮತ್ತು ಪರಿಶಿಷ್ಟ ಪಂಗಡದವರಿಗೆ ಮಾತ್ರ) ದಾಖಲೆಗಳನ್ನು ಕಡ್ಡಾಯವಾಗಿ ತರಬೇಕು. ಹೆಚ್ಚಿನ ಮಾಹಿತಿಗಾಗಿ ಹತ್ತಿರದ ಪಶು ವೈದ್ಯಕೀಯ ಸಂಸ್ಥೆ/ ದೂರವಾಣಿ ಸಂಖ್ಯೆ 0816-2251214ನ್ನು ಸಂಪರ್ಕಿಸಬಹುದು ಎಂದು ಅವರು ಪ್ರಕಟಣೆಯಲ್ಲಿ ತಿಳಿಸಿದ್ದಾರೆ. xyxy=(953,2235,1483,2372)
story1-column-1: ಚಿಕ್ಕನಾಯಕನಹಳ್ಳಿ : ಒಳ ಮೀಸಲಾತಿಗೆ ಸಂಬಂಧಿಸಿದಂತೆ ಸರ್ವೋಚ್ಚ ನ್ಯಾಯಾಲಯ ತೀರ್ಪು ನೀಡಿದರೂ ಅದನ್ನು ಜಾರಿಗೊಳಿಸದೇ ಇರುವಂತ ರಾಜ್ಯಸರ್ಕಾರದ ವಿರುದ್ಧ ಮಾದಿಗ ಹಾಗೂ ಛಲವಾದಿ ಸಂಘಟನೆಗಳೊಂದಿಗೆ ಎಲ್ಲಾ ಸಂಘಸಂಸ್ಥೆಗಳ ನೇರ ಅಕ್ಟೋಬರ್ 16ರಂದು ರಾಜ್ಯವ್ಯಾಂತ ಜಿಲ್ಲಾಧಿಕಾರಿಗಳ ಕಚೇರಿ ಮುಂಭಾಗ ಪ್ರತಿಭಟನೆ ಹಮ್ಮಿಕೊಳ್ಳಲಾಗುವುದು ಎಂದು ಜಿಲ್ಲಾ ಮಾದಿಗ ದಂಡೋರ ಅಧ್ಯಕ್ಷ ಹಾಗೂ ಮಾಜಿ ಜಿ.ಪಂ. ಅಧ್ಯಕ್ಷ ವೈ.ಹೆಚ್. ಹುಚ್ಚಯ್ಯ ತಿಳಿಸಿದರು. ಪಟ್ಟಣದ ಪ್ರವಾಸಿ ಮಂದಿರದ ಆವರಣದಲ್ಲಿ ಚಿಕ್ಕನಾಯಕನಹಳ್ಳಿ, ತುರುವೇಕೆರೆ ಹಾಗೂ ತಿಪಟೂರು ತಾಲ್ಲೂಕುಗಳ ದಲಿತ ಮುಖಂಡರುಗಳ ಸಭೆಯಲ್ಲಿ ಮಾತನಾಡಿದ ಅವರು ಪರಿಶಿಷ್ಟ ಜಾತಿಗಳಲ್ಲಿನ 101 ಜನಾಂಗಗಳ ಸಾಮಾಜಿಕ ನ್ಯಾಯಸಿಗಬೇಕು ಉದ್ಯೋಗ, ಶಿಕ್ಷಣ, ಆರ್ಥಿಕ ರಾಜಕೀಯ, ಒಳಮೀಸಲಾತಿಗಾಗಿ ಅಂದ್ರಪ್ರದೇಶದಲ್ಲಿ ಮಲ್ಲಿಕಾರ್ಜುನ ಮಾದಿಗ ಈ ಹೋರಾಟ ಪ್ರಾರಂಭಿಸಿದ್ದು 1997ರಲ್ಲಿ ಎಂ.ಶಂಕರಪ್ಪ ಮಾವಳ್ಳಿ ನೇತೃತ್ವದಲ್ಲಿ ಮೀಸಲಾತಿ ವರ್ಗೀಕರಣಕ್ಕೆ ಹೋರಾಟ ಪ್ರಾರಂಭವಾಯಿತು. ಸತತವಾಗಿ 27ವರ್ಷಗಳ ಹೋರಾಟವಾಗಿದೆ ಆದರಿಂದ 2001ರಲ್ಲಿ ಎ.ಜೆ.ಸದಾಶಿವ ಆಯೋಗವನ್ನು ರಚಿಸಿ ಈ ಬಗ್ಗೆ ವರದಿ ನೀಡುವಂತೆ ತಿಳಿಸಲಾಯಿತು ಅದರಂತೆ 2008ರಲ್ಲಿ ಎ.ಜೆ.ಸದಾಶಿವ ಆಯೋಗದ ವರದಿ ನೀಡಿದ್ದು ಆ ವರದಿಯನ್ನು ಯಾವುದೇ ಸರ್ಕಾರಗಳು ಗಂಭೀರವಾಗಿ ಪರಿಗಣಿಸಲಿಲ್ಲ ಕೇವಲ ತಮ್ಮ ಚುನಾವಣೆಯ ಪ್ರಣಾಳಿಕೆಯಲ್ಲಿ ಮಾತ್ರ ಸೇರಿಸಿದ್ದು ಅದನ್ನು ಜಾರಿಗೆ ತರಲಿಲ್ಲ ಅದರೆ ಕಳೆದ ಬಾರಿಯ ಸರ್ಕಾರ ಕಾನೂನು ಸಚಿವರಾಗಿದ್ದ ಮಾಧುಸ್ವಾಮಿ ಅಧ್ಯಕ್ಷತೆಯಲ್ಲಿ ಒಂದು ಸಮಿತಿ ಮಾಡಲಾಯಿತು ಅದನ್ನು ವಿಶ್ಲೇಷಿಸಿದ್ದು ಆ ಸಮಿತಿ ವರದಿಯಂತೆ ಮಾದಿಗ ಸಮಾಜಕ್ಕೆ ಶೇಕಡ 6, ಛಲವಾದಿ ಸಮಾಜಕ್ಕೆ ಶೇಕಡ 5 ಸ್ಪಶ್ಯ ಜಾತಿಗಳಿಗೆ ಶೇಕಡ 3 ವಿಶೇಷ ಮೀಸಲಾತಿಗೆ ಶೇಕಡ 1 ರಂತೆ ಹಂಚಿಕೆ ಮಾಡಿ ವರದಿ ನೀಡಿದರು ಅದು ಜಾರಿಯಾಗಲಿಲ್ಲ, 2001ರಲ್ಲಿ ಅಂದ್ರದಲ್ಲಿ ಒಳಮೀಸಲಾತಿ ನೀಡಿದ್ದು ಅದನ್ನು ನಿರಾಕರಿಸಿ xyxy=(30,212,301,776)
story2-ceo-photo xyxy=(346,1107,621,1423)
story2-headline: ದಸರಾ ಉತ್ಸವ : ಉತ್ಸಾಹದಿಂದ ಪಾಲ್ಗೊಳ್ಳಲು ಸಾರ್ವಜನಿಕರಲ್ಲಿ ಸಿಇಒ ಮನವಿ xyxy=(30,1024,802,1059)
story3-headline-line2: ಪೊಲೀಸರ ಕಾರ್ಯಚರಣೆಯಿಂದ ಕರುಗಳ ರಕ್ಷಣೆ xyxy=(953,1075,1444,1112)
page-number: Page: 2 xyxy=(1401,44,1476,67)
story7-caption: ಪಾವಗಡ: ಪಾವಗಡದ ವಲಯ ಅರಣ್ಯಾಧಿಕಾರಿಗಳ ಕಚೇರಿ ಆವರಣದಲ್ಲಿ ಶನಿವಾರ ವಿರ್ಮಿಸಿದ್ದ 18 ಲಕ್ಷ ಮೊತ್ತದ ನೂತನ ಅರಣ್ಯಾಧಿಕಾರಿಗಳ ಕಚೇರಿ ನಿರ್ಮಾಣದ ಕಾಮಗಾರಿಯನ್ನು ಶಾಸಕ ಹೆಚ್.ವಿ.ವೆಂಕಟೇಶ್ ಉದ್ಘಾಟಿಸಿದರು. ಪುರಸಭೆ ಅಧ್ಯಕ್ಷ ಪಿ.ಎಚ್.ರಾಜೇಶ್, ಅರಣ್ಯ ಇಲಾಖೆಯ ರಾಜಶೇಖರ್, ತಿಪ್ಪೇಸ್ವಾಮಿ, ಕೇಶವ, ಬಸವರಾಜು, ಪುರಸಭೆ ಸದಸ್ಯರಾದ ಸುದೇಶ್‌ಬಾಬು, ರವಿ, ವೆಂಕಟರಾಮಯ್ಯ, ಗೊರ್ತಿನಾಗರಾಜು, ಸೇರಿದಂತೆ ಹಲವರು ಉಪಸ್ಥಿತರಿದ್ದರು. xyxy=(953,2051,1464,2124)
story4-stage-photo xyxy=(30,1627,584,1943)
